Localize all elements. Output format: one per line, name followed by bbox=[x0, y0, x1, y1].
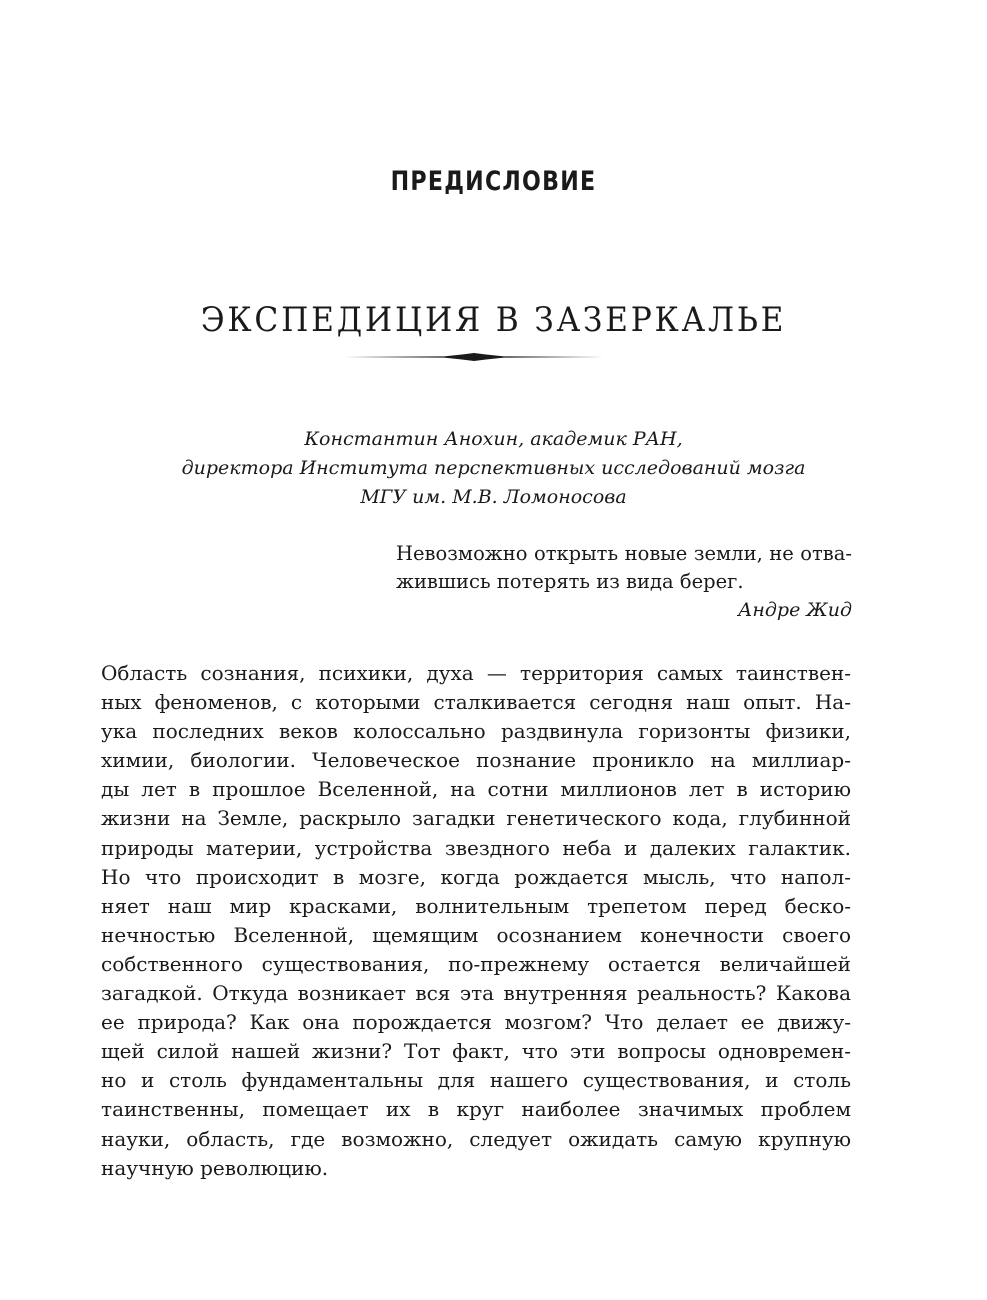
body-line: Но что происходит в мозге, когда рождается мысль, что напол- bbox=[101, 864, 851, 889]
author-credit bbox=[100, 425, 887, 512]
body-line: таинственны, помещает их в круг наиболее значимых проблем bbox=[101, 1097, 851, 1122]
body-line: Область сознания, психики, духа — территория самых таинствен- bbox=[101, 661, 851, 685]
title-ornament-divider bbox=[344, 350, 604, 364]
body-line: жизни на Земле, раскрыло загадки генетического кода, глубинной bbox=[101, 806, 851, 831]
body-line: щей силой нашей жизни? Тот факт, что эти вопросы одновремен- bbox=[101, 1039, 851, 1064]
body-line: химии, биологии. Человеческое познание проникло на миллиар- bbox=[101, 748, 851, 773]
body-line: собственного существования, по-прежнему остается величайшей bbox=[101, 951, 851, 976]
body-line: природы материи, устройства звездного неба и далеких галактик. bbox=[101, 835, 851, 860]
body-line: ды лет в прошлое Вселенной, на сотни миллионов лет в историю bbox=[101, 777, 851, 802]
epigraph bbox=[396, 540, 852, 624]
body-line: загадкой. Откуда возникает вся эта внутренняя реальность? Какова bbox=[101, 981, 851, 1006]
epigraph-attribution: Андре Жид bbox=[737, 599, 852, 621]
body-line: научную революцию. bbox=[101, 1155, 329, 1180]
epigraph-line: жившись потерять из вида берег. bbox=[396, 570, 744, 593]
author-institution-line: МГУ им. М.В. Ломоносова bbox=[360, 486, 627, 508]
body-line: нечностью Вселенной, щемящим осознанием конечности своего bbox=[101, 922, 851, 947]
body-line: ука последних веков колоссально раздвинула горизонты физики, bbox=[101, 719, 851, 744]
body-line: ных феноменов, с которыми сталкивается сегодня наш опыт. На- bbox=[101, 690, 851, 715]
author-position-line: директора Института перспективных исследований мозга bbox=[181, 457, 806, 479]
body-line: но и столь фундаментальны для нашего существования, и столь bbox=[101, 1068, 851, 1093]
section-label: ПРЕДИСЛОВИЕ bbox=[390, 166, 597, 197]
body-paragraph bbox=[101, 659, 851, 1183]
author-name-line: Константин Анохин, академик РАН, bbox=[304, 428, 683, 450]
body-line: няет наш мир красками, волнительным трепетом перед беско- bbox=[101, 893, 851, 918]
body-line: ее природа? Как она порождается мозгом? Что делает ее движу- bbox=[101, 1010, 851, 1035]
body-line: науки, область, где возможно, следует ожидать самую крупную bbox=[101, 1126, 851, 1151]
chapter-title: ЭКСПЕДИЦИЯ В ЗАЗЕРКАЛЬЕ bbox=[200, 300, 787, 340]
epigraph-line: Невозможно открыть новые земли, не отва- bbox=[396, 542, 852, 565]
